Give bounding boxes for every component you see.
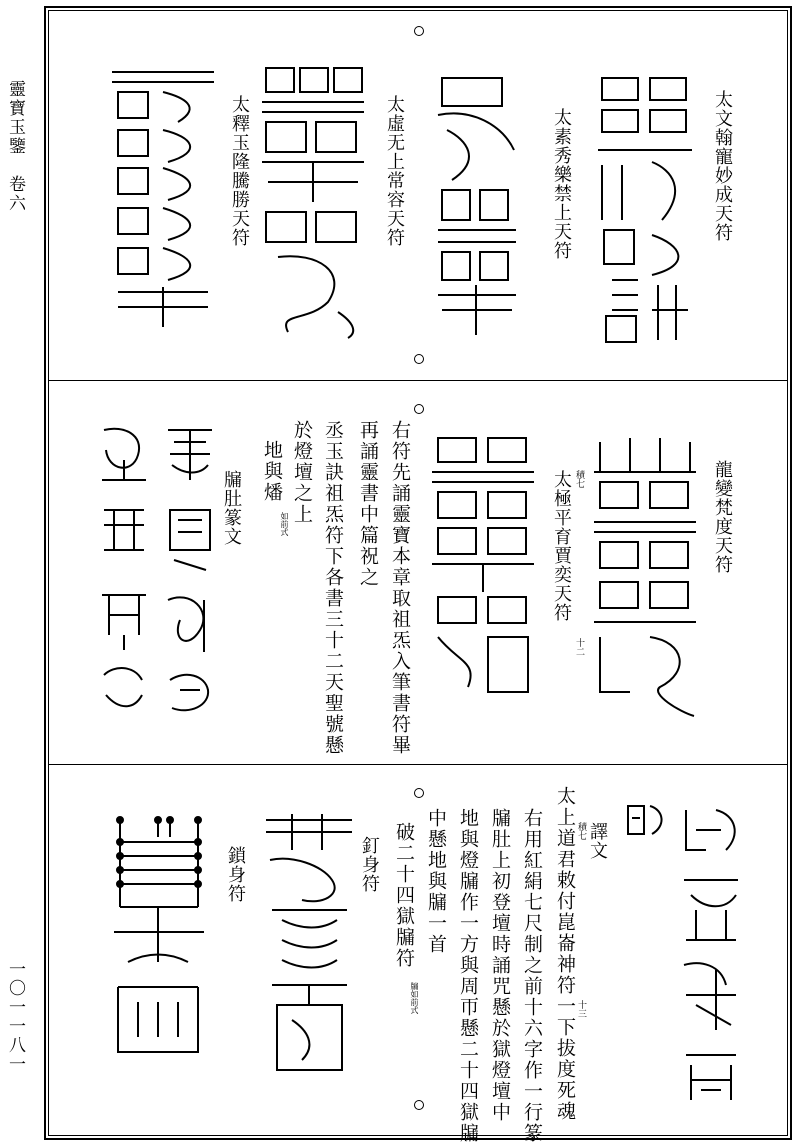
seal-script-column (676, 800, 746, 1114)
altar-note: 如前式 (280, 512, 289, 536)
translation-line: 太上道君敕付崑崙神符一下拔度死魂 (554, 786, 576, 1122)
talisman-note: 積七 (574, 470, 584, 488)
talisman-title-3: 太虛无上常容天符 (384, 95, 405, 247)
talisman-glyph-ding (262, 810, 357, 1080)
binding-circle (414, 788, 424, 798)
talisman-title-5: 龍變梵度天符 (712, 460, 733, 574)
po-note: 牖如前式 (410, 982, 419, 1014)
talisman-note: 十二 (574, 638, 584, 656)
talisman-glyph-1 (592, 70, 700, 350)
ding-label: 釘身符 (359, 836, 380, 893)
talisman-glyph-4 (108, 62, 218, 332)
instruction-line: 丞玉訣祖炁符下各書三十二天聖號懸 (322, 420, 344, 756)
translation-line: 牖肚上初登壇時誦咒懸於獄燈壇中 (489, 808, 511, 1123)
seal-script-column (94, 420, 154, 724)
seal-script-column (624, 800, 668, 844)
translation-note: 十三 (576, 1000, 586, 1018)
talisman-glyph-suo (108, 812, 208, 1062)
page-number: 一〇一一八一 (5, 960, 25, 1074)
instruction-line: 右符先誦靈寶本章取祖炁入筆書符畢 (389, 420, 411, 756)
seal-script-column (160, 420, 220, 724)
talisman-glyph-5 (590, 432, 700, 722)
panel-divider-top (48, 380, 788, 381)
altar-label: 地與燔 (261, 440, 283, 503)
binding-circle (414, 354, 424, 364)
talisman-title-6: 太極平育賈奕天符 (551, 470, 572, 622)
instruction-line: 再誦靈書中篇祝之 (357, 420, 379, 588)
binding-circle (414, 1100, 424, 1110)
suo-label: 鎖身符 (225, 846, 246, 903)
po-label: 破二十四獄牖符 (393, 822, 415, 969)
talisman-glyph-3 (258, 62, 368, 342)
translation-label: 譯文 (587, 822, 608, 860)
talisman-glyph-6 (428, 432, 538, 702)
talisman-title-1: 太文翰寵妙成天符 (712, 90, 733, 242)
binding-circle (414, 404, 424, 414)
book-title: 靈寶玉鑒 卷六 (5, 80, 25, 213)
talisman-title-2: 太素秀樂禁上天符 (551, 108, 572, 260)
talisman-title-4: 太釋玉隆騰勝天符 (229, 95, 250, 247)
translation-line: 中懸地與牖一首 (425, 808, 447, 955)
seal-label: 牖肚篆文 (221, 470, 242, 546)
translation-line: 地與燈牖作一方與周帀懸二十四獄牖 (457, 808, 479, 1144)
translation-line: 右用紅絹七尺制之前十六字作一行篆 (521, 808, 543, 1144)
instruction-line: 於燈壇之上 (291, 420, 313, 525)
panel-divider-bottom (48, 764, 788, 765)
translation-note: 積七 (576, 822, 586, 840)
talisman-glyph-2 (432, 70, 522, 340)
binding-circle (414, 26, 424, 36)
